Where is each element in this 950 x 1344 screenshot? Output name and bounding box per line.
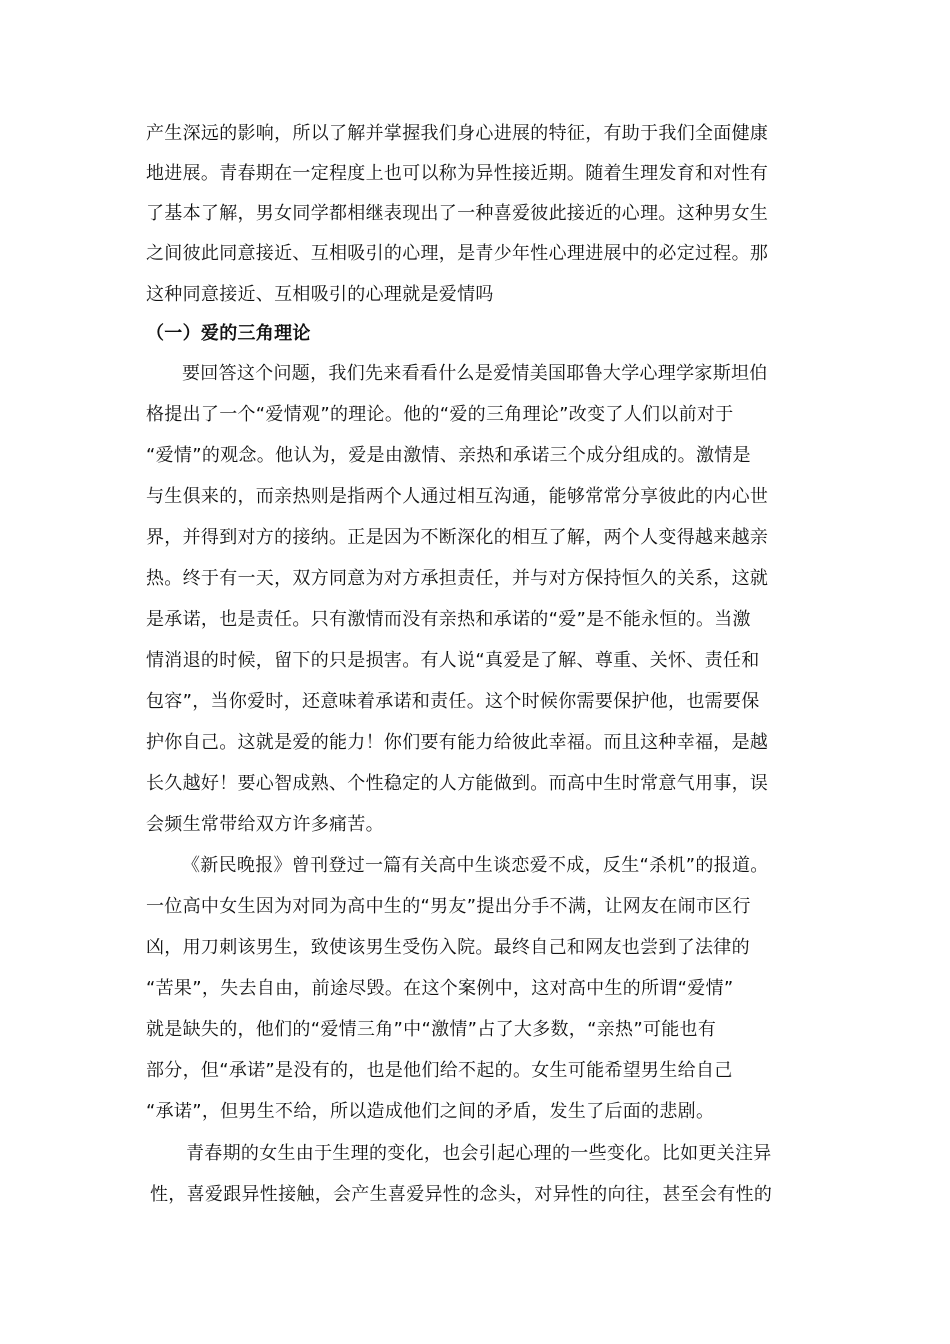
paragraph-2-line-3: “爱情”的观念。他认为，爱是由激情、亲热和承诺三个成分组成的。激情是 xyxy=(146,445,751,466)
paragraph-3-line-5: 就是缺失的，他们的“爱情三角”中“激情”占了大多数，“亲热”可能也有 xyxy=(146,1019,717,1040)
paragraph-3-line-4: “苦果”，失去自由，前途尽毁。在这个案例中，这对高中生的所谓“爱情” xyxy=(146,978,734,999)
paragraph-2-line-10: 护你自己。这就是爱的能力！你们要有能力给彼此幸福。而且这种幸福，是越 xyxy=(146,732,769,753)
paragraph-2-line-2: 格提出了一个“爱情观”的理论。他的“爱的三角理论”改变了人们以前对于 xyxy=(146,404,734,425)
paragraph-1-line-4: 之间彼此同意接近、互相吸引的心理，是青少年性心理进展中的必定过程。那 xyxy=(146,243,769,264)
paragraph-2-line-4: 与生俱来的，而亲热则是指两个人通过相互沟通，能够常常分享彼此的内心世 xyxy=(146,486,769,507)
paragraph-2-line-9: 包容”，当你爱时，还意味着承诺和责任。这个时候你需要保护他，也需要保 xyxy=(146,691,760,712)
paragraph-2-line-12: 会频生常带给双方许多痛苦。 xyxy=(146,814,384,835)
paragraph-2-line-1: 要回答这个问题，我们先来看看什么是爱情美国耶鲁大学心理学家斯坦伯 xyxy=(182,363,768,384)
paragraph-1-line-2: 地进展。青春期在一定程度上也可以称为异性接近期。随着生理发育和对性有 xyxy=(146,163,769,184)
paragraph-2-line-7: 是承诺，也是责任。只有激情而没有亲热和承诺的“爱”是不能永恒的。当激 xyxy=(146,609,751,630)
paragraph-3-line-6: 部分，但“承诺”是没有的，也是他们给不起的。女生可能希望男生给自己 xyxy=(146,1060,733,1081)
paragraph-4-line-2: 性，喜爱跟异性接触，会产生喜爱异性的念头，对异性的向往，甚至会有性的 xyxy=(150,1184,773,1205)
paragraph-2-line-8: 情消退的时候，留下的只是损害。有人说“真爱是了解、尊重、关怀、责任和 xyxy=(146,650,760,671)
paragraph-1-line-3: 了基本了解，男女同学都相继表现出了一种喜爱彼此接近的心理。这种男女生 xyxy=(146,203,769,224)
paragraph-4-line-1: 青春期的女生由于生理的变化，也会引起心理的一些变化。比如更关注异 xyxy=(186,1143,772,1164)
section-heading: （一）爱的三角理论 xyxy=(146,323,311,344)
paragraph-1-line-1: 产生深远的影响，所以了解并掌握我们身心进展的特征，有助于我们全面健康 xyxy=(146,123,769,144)
paragraph-2-line-11: 长久越好！要心智成熟、个性稳定的人方能做到。而高中生时常意气用事，误 xyxy=(146,773,769,794)
paragraph-1-line-5: 这种同意接近、互相吸引的心理就是爱情吗 xyxy=(146,284,494,305)
paragraph-3-line-1: 《新民晚报》曾刊登过一篇有关高中生谈恋爱不成，反生“杀机”的报道。 xyxy=(182,855,769,876)
paragraph-3-line-3: 凶，用刀刺该男生，致使该男生受伤入院。最终自己和网友也尝到了法律的 xyxy=(146,937,750,958)
paragraph-2-line-6: 热。终于有一天，双方同意为对方承担责任，并与对方保持恒久的关系，这就 xyxy=(146,568,769,589)
paragraph-3-line-7: “承诺”，但男生不给，所以造成他们之间的矛盾，发生了后面的悲剧。 xyxy=(146,1101,715,1122)
paragraph-2-line-5: 界，并得到对方的接纳。正是因为不断深化的相互了解，两个人变得越来越亲 xyxy=(146,527,769,548)
paragraph-3-line-2: 一位高中女生因为对同为高中生的“男友”提出分手不满，让网友在闹市区行 xyxy=(146,896,751,917)
